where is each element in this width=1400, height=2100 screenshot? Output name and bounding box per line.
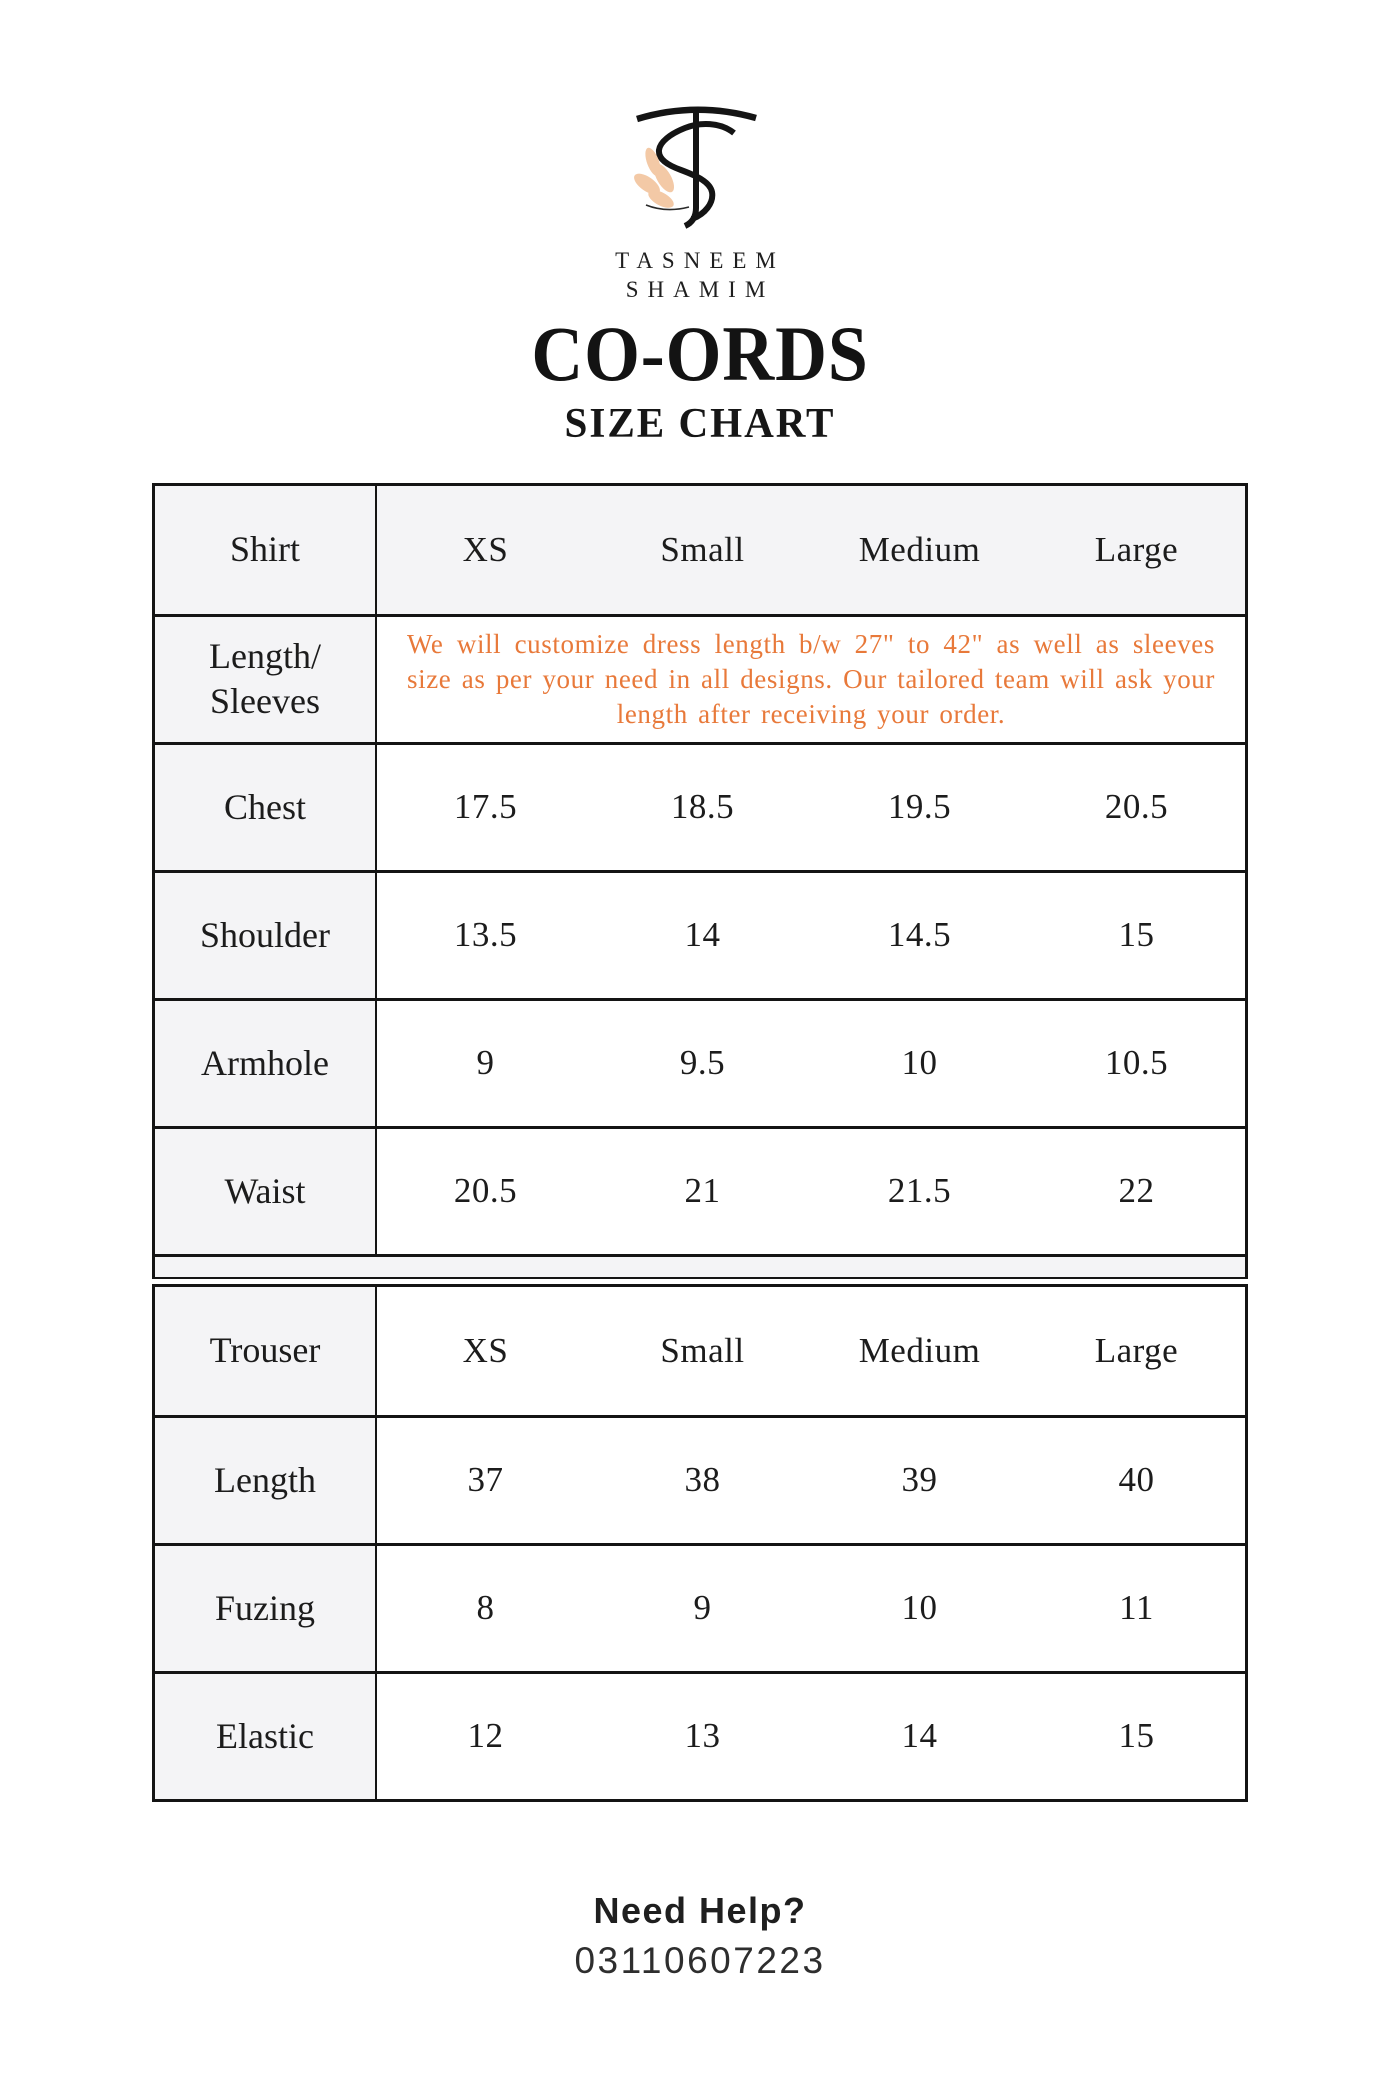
- size-cell: 8: [476, 1588, 495, 1628]
- table-row: [155, 742, 1245, 870]
- shoulder-row-label: Shoulder: [155, 873, 377, 998]
- size-cell: 10: [901, 1588, 938, 1628]
- fuzing-row-label: Fuzing: [155, 1546, 377, 1671]
- size-cell: 37: [467, 1460, 504, 1500]
- length-row-label: Length: [155, 1418, 377, 1543]
- brand-logo: [0, 92, 1400, 242]
- brand-header: [0, 0, 1400, 445]
- table-row: [155, 1415, 1245, 1543]
- length-sleeves-note-row: [155, 614, 1245, 742]
- page-subtitle: SIZE CHART: [564, 400, 836, 447]
- shirt-header-row: [155, 486, 1245, 614]
- help-footer: [0, 1890, 1400, 1982]
- size-header-small: Small: [660, 1330, 745, 1370]
- table-row: [155, 1126, 1245, 1254]
- size-header-xs: XS: [462, 1330, 509, 1370]
- table-row: [155, 998, 1245, 1126]
- length-sleeves-row-label: [155, 617, 377, 742]
- ts-monogram-icon: [600, 92, 800, 242]
- shirt-row-label: Shirt: [155, 486, 377, 614]
- size-cell: 9.5: [679, 1043, 726, 1083]
- shirt-size-table: [152, 483, 1248, 1257]
- size-header-large: Large: [1094, 529, 1179, 569]
- brand-name-line1: TASNEEM: [615, 248, 785, 273]
- size-header-small: Small: [660, 529, 745, 569]
- size-cell: 38: [684, 1460, 721, 1500]
- customization-note: We will customize dress length b/w 27" to 42" as well as sleeves size as per your need in all designs. Our tailored team will ask your length after receiving your order.: [407, 628, 1215, 729]
- table-separator-band: [152, 1257, 1248, 1279]
- size-cell: 10.5: [1104, 1043, 1169, 1083]
- brand-name-line2: SHAMIM: [625, 277, 775, 303]
- size-cell: 14.5: [887, 915, 952, 955]
- trouser-size-headers: [377, 1287, 1245, 1415]
- label-line2: Sleeves: [210, 681, 320, 722]
- page-title: CO-ORDS: [531, 309, 869, 397]
- shirt-size-headers: [377, 486, 1245, 614]
- table-row: [155, 870, 1245, 998]
- size-cell: 20.5: [1104, 787, 1169, 827]
- size-header-large: Large: [1094, 1330, 1179, 1370]
- size-cell: 13.5: [453, 915, 518, 955]
- size-cell: 40: [1118, 1460, 1155, 1500]
- size-cell: 11: [1119, 1588, 1154, 1628]
- size-cell: 9: [693, 1588, 712, 1628]
- size-cell: 14: [901, 1716, 938, 1756]
- table-row: [155, 1671, 1245, 1799]
- size-header-xs: XS: [462, 529, 509, 569]
- size-cell: 22: [1118, 1171, 1155, 1211]
- brand-name: [0, 246, 1400, 305]
- size-cell: 13: [684, 1716, 721, 1756]
- need-help-heading: Need Help?: [593, 1889, 807, 1931]
- size-header-medium: Medium: [858, 1330, 981, 1370]
- armhole-row-label: Armhole: [155, 1001, 377, 1126]
- size-cell: 20.5: [453, 1171, 518, 1211]
- size-cell: 21.5: [887, 1171, 952, 1211]
- table-row: [155, 1543, 1245, 1671]
- chest-row-label: Chest: [155, 745, 377, 870]
- size-cell: 18.5: [670, 787, 735, 827]
- size-cell: 21: [684, 1171, 721, 1211]
- size-cell: 9: [476, 1043, 495, 1083]
- trouser-size-table: [152, 1284, 1248, 1802]
- customization-note-cell: [377, 617, 1245, 742]
- size-cell: 39: [901, 1460, 938, 1500]
- size-cell: 17.5: [453, 787, 518, 827]
- trouser-row-label: Trouser: [155, 1287, 377, 1415]
- size-cell: 15: [1118, 1716, 1155, 1756]
- phone-number: 03110607223: [574, 1939, 826, 1981]
- size-header-medium: Medium: [858, 529, 981, 569]
- elastic-row-label: Elastic: [155, 1674, 377, 1799]
- wheat-leaves-icon: [631, 146, 678, 211]
- size-cell: 12: [467, 1716, 504, 1756]
- label-line1: Length/: [209, 636, 321, 677]
- size-cell: 19.5: [887, 787, 952, 827]
- waist-row-label: Waist: [155, 1129, 377, 1254]
- trouser-header-row: [155, 1287, 1245, 1415]
- size-cell: 14: [684, 915, 721, 955]
- size-cell: 15: [1118, 915, 1155, 955]
- size-cell: 10: [901, 1043, 938, 1083]
